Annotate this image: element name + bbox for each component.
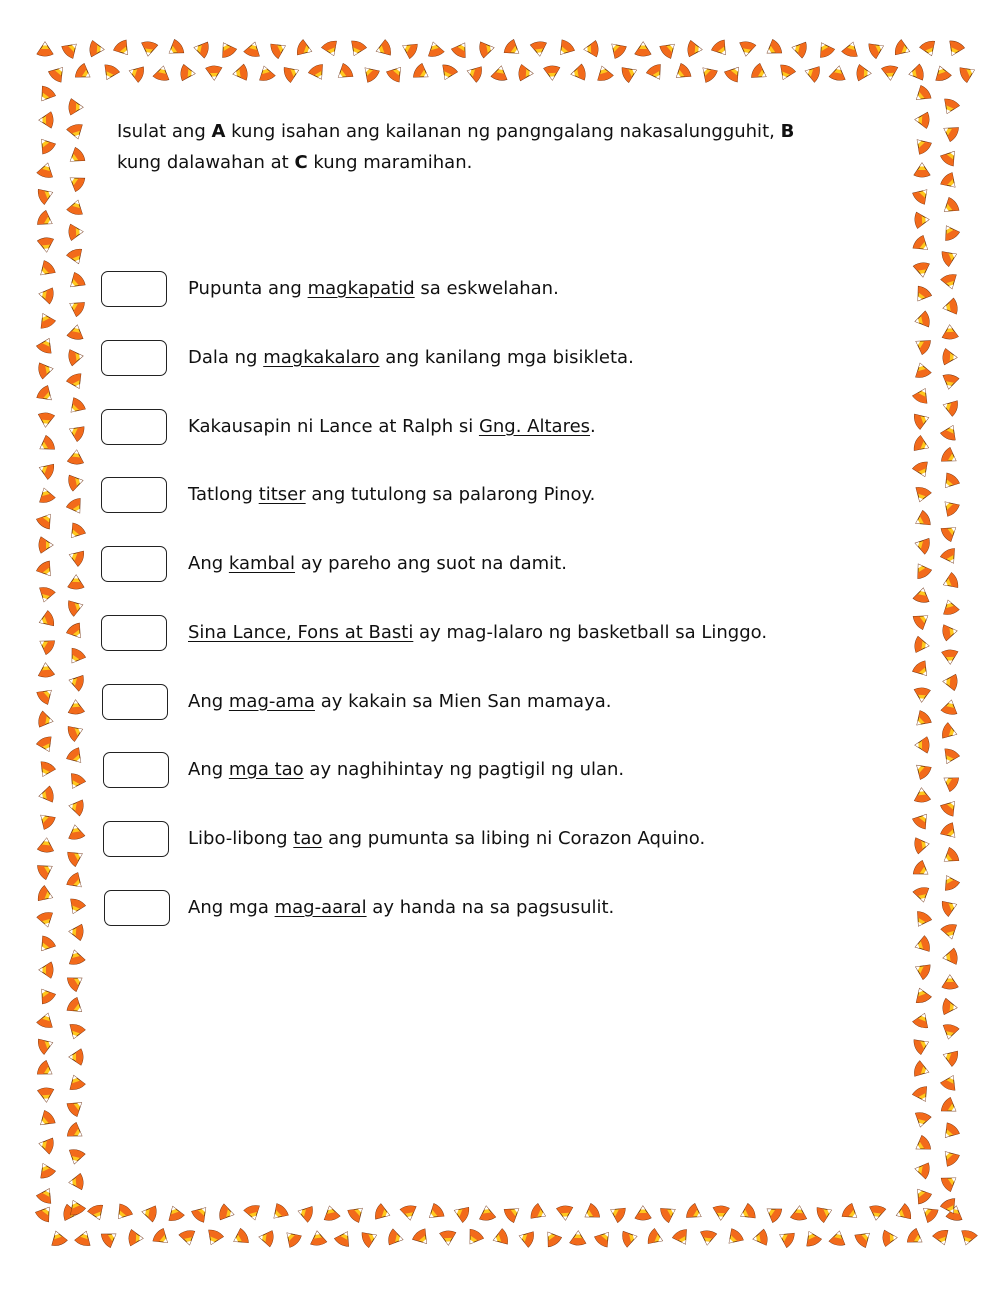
question-sentence-10: Ang mga mag-aaral ay handa na sa pagsusulit. <box>188 897 615 918</box>
candy-corn-icon <box>941 1023 960 1040</box>
candy-corn-icon <box>35 384 56 405</box>
candy-corn-icon <box>906 1227 926 1248</box>
candy-corn-icon <box>912 986 932 1005</box>
candy-corn-icon <box>269 39 289 60</box>
candy-corn-icon <box>66 1096 87 1117</box>
candy-corn-icon <box>35 85 56 106</box>
candy-corn-icon <box>60 38 81 59</box>
candy-corn-icon <box>68 1173 83 1190</box>
candy-corn-icon <box>915 737 929 753</box>
candy-corn-icon <box>100 63 121 83</box>
candy-corn-icon <box>939 1146 960 1167</box>
candy-corn-icon <box>530 41 548 57</box>
candy-corn-icon <box>374 1203 392 1223</box>
underlined-noun: mag-aaral <box>274 897 367 918</box>
candy-corn-icon <box>911 1185 932 1206</box>
candy-corn-icon <box>192 40 209 59</box>
answer-box-3[interactable] <box>101 409 167 445</box>
candy-corn-icon <box>841 40 860 58</box>
candy-corn-icon <box>940 1096 961 1117</box>
underlined-noun: magkapatid <box>307 278 415 299</box>
candy-corn-icon <box>141 1204 158 1222</box>
candy-corn-icon <box>912 1085 933 1105</box>
candy-corn-icon <box>913 935 931 954</box>
question-sentence-9: Libo-libong tao ang pumunta sa libing ni Corazon Aquino. <box>188 828 706 849</box>
candy-corn-icon <box>911 184 932 205</box>
candy-corn-icon <box>940 872 961 892</box>
candy-corn-icon <box>258 1229 274 1247</box>
candy-corn-icon <box>36 161 55 179</box>
candy-corn-icon <box>697 62 718 83</box>
candy-corn-icon <box>635 1206 651 1220</box>
candy-corn-icon <box>942 998 958 1015</box>
candy-corn-icon <box>243 1204 262 1222</box>
candy-corn-icon <box>491 1228 509 1248</box>
candy-corn-icon <box>882 1230 897 1247</box>
candy-corn-icon <box>913 1060 931 1080</box>
candy-corn-icon <box>815 39 836 59</box>
candy-corn-icon <box>334 62 355 83</box>
candy-corn-icon <box>659 1203 679 1224</box>
candy-corn-icon <box>37 185 56 205</box>
underlined-noun: kambal <box>228 553 296 574</box>
candy-corn-icon <box>74 1229 94 1247</box>
candy-corn-icon <box>518 65 533 82</box>
candy-corn-icon <box>66 1023 86 1041</box>
candy-corn-icon <box>65 522 86 543</box>
candy-corn-icon <box>570 64 587 82</box>
candy-corn-icon <box>790 1205 807 1220</box>
candy-corn-icon <box>713 1206 729 1221</box>
answer-box-9[interactable] <box>103 821 169 857</box>
candy-corn-icon <box>232 64 248 82</box>
candy-corn-icon <box>400 1205 418 1222</box>
candy-corn-icon <box>217 39 238 59</box>
candy-corn-icon <box>35 985 56 1006</box>
candy-corn-icon <box>941 1047 960 1067</box>
candy-corn-icon <box>334 1228 355 1248</box>
candy-corn-icon <box>607 1203 627 1224</box>
candy-corn-icon <box>752 1229 768 1247</box>
candy-corn-icon <box>36 1011 55 1029</box>
candy-corn-icon <box>940 196 961 217</box>
candy-corn-icon <box>941 722 959 742</box>
candy-corn-icon <box>296 1203 314 1222</box>
candy-corn-icon <box>738 41 756 57</box>
question-item-6 <box>0 615 1000 655</box>
candy-corn-icon <box>399 39 419 60</box>
candy-corn-icon <box>942 948 958 966</box>
candy-corn-icon <box>34 1203 55 1224</box>
candy-corn-icon <box>699 1230 717 1246</box>
candy-corn-icon <box>308 63 329 83</box>
candy-corn-icon <box>190 1202 211 1223</box>
candy-corn-icon <box>66 1073 86 1091</box>
candy-corn-icon <box>687 40 702 57</box>
candy-corn-icon <box>606 38 627 59</box>
candy-corn-icon <box>359 62 380 83</box>
underlined-noun: mag-ama <box>228 691 315 712</box>
candy-corn-icon <box>914 1161 931 1179</box>
answer-box-5[interactable] <box>101 546 167 582</box>
underlined-noun: tao <box>293 828 323 849</box>
candy-corn-icon <box>68 798 85 816</box>
candy-corn-icon <box>776 63 796 82</box>
instructions-text: Isulat ang A kung isahan ang kailanan ng pangngalang nakasalungguhit, B kung dalawahan at C kung maramihan. <box>117 121 795 173</box>
candy-corn-icon <box>912 385 933 405</box>
candy-corn-icon <box>913 1111 932 1128</box>
candy-corn-icon <box>815 1203 834 1223</box>
candy-corn-icon <box>36 1059 56 1080</box>
candy-corn-icon <box>829 1229 848 1246</box>
candy-corn-icon <box>939 171 960 192</box>
candy-corn-icon <box>346 1202 367 1223</box>
candy-corn-icon <box>37 42 53 56</box>
candy-corn-icon <box>204 1228 224 1247</box>
candy-corn-icon <box>894 1203 913 1223</box>
candy-corn-icon <box>463 1228 484 1249</box>
candy-corn-icon <box>958 1229 977 1247</box>
candy-corn-icon <box>180 64 195 81</box>
candy-corn-icon <box>940 598 959 616</box>
candy-corn-icon <box>479 40 496 58</box>
candy-corn-icon <box>529 1203 548 1223</box>
candy-corn-icon <box>942 975 958 989</box>
candy-corn-icon <box>646 63 667 83</box>
answer-box-7[interactable] <box>102 684 168 720</box>
candy-corn-icon <box>67 1148 86 1165</box>
candy-corn-icon <box>710 39 731 60</box>
candy-corn-icon <box>914 212 929 229</box>
answer-box-2[interactable] <box>101 340 167 376</box>
candy-corn-icon <box>914 163 930 177</box>
candy-corn-icon <box>853 1227 874 1248</box>
candy-corn-icon <box>581 1202 601 1223</box>
question-sentence-5: Ang kambal ay pareho ang suot na damit. <box>188 553 567 574</box>
candy-corn-icon <box>803 63 821 82</box>
candy-corn-icon <box>932 64 952 82</box>
candy-corn-icon <box>36 1185 57 1205</box>
candy-corn-icon <box>66 146 87 167</box>
candy-corn-icon <box>412 63 432 84</box>
candy-corn-icon <box>913 587 931 604</box>
underlined-noun: titser <box>258 484 306 505</box>
question-sentence-1: Pupunta ang magkapatid sa eskwelahan. <box>188 278 559 299</box>
candy-corn-icon <box>151 1227 172 1248</box>
candy-corn-icon <box>452 1203 471 1223</box>
candy-corn-icon <box>129 1230 144 1247</box>
candy-corn-icon <box>69 99 84 115</box>
candy-corn-icon <box>268 1202 289 1223</box>
candy-corn-icon <box>593 1228 614 1249</box>
underlined-noun: mga tao <box>228 759 304 780</box>
candy-corn-icon <box>912 1035 931 1055</box>
candy-corn-icon <box>360 1228 379 1248</box>
candy-corn-icon <box>672 1228 693 1248</box>
candy-corn-icon <box>37 1136 54 1155</box>
candy-corn-icon <box>36 586 55 604</box>
candy-corn-icon <box>35 135 56 156</box>
candy-corn-icon <box>37 237 54 253</box>
candy-corn-icon <box>958 63 977 83</box>
candy-corn-icon <box>829 65 847 82</box>
candy-corn-icon <box>411 1227 432 1248</box>
candy-corn-icon <box>912 234 933 255</box>
candy-corn-icon <box>322 1204 341 1221</box>
question-sentence-3: Kakausapin ni Lance at Ralph si Gng. Altares. <box>188 416 596 437</box>
candy-corn-icon <box>620 63 639 83</box>
candy-corn-icon <box>218 1204 235 1223</box>
candy-corn-icon <box>153 64 172 81</box>
candy-corn-icon <box>940 97 960 116</box>
candy-corn-icon <box>36 210 56 231</box>
candy-corn-icon <box>914 112 929 129</box>
candy-corn-icon <box>36 860 56 881</box>
candy-corn-icon <box>39 962 53 978</box>
answer-box-4[interactable] <box>101 477 167 513</box>
candy-corn-icon <box>347 39 367 58</box>
candy-corn-icon <box>919 40 939 59</box>
candy-corn-icon <box>69 224 84 241</box>
candy-corn-icon <box>296 39 315 59</box>
candy-corn-icon <box>541 1228 562 1249</box>
candy-corn-icon <box>37 1035 56 1055</box>
candy-corn-icon <box>425 1202 446 1223</box>
candy-corn-icon <box>763 38 784 59</box>
candy-corn-icon <box>912 1134 932 1155</box>
candy-corn-icon <box>584 41 599 58</box>
candy-corn-icon <box>374 39 392 59</box>
candy-corn-icon <box>918 1202 939 1223</box>
candy-corn-icon <box>790 40 807 59</box>
candy-corn-icon <box>66 722 85 742</box>
question-sentence-8: Ang mga tao ay naghihintay ng pagtigil ng ulan. <box>188 759 625 780</box>
candy-corn-icon <box>750 63 770 84</box>
candy-corn-icon <box>36 1160 56 1179</box>
candy-corn-icon <box>737 1203 757 1224</box>
question-item-8 <box>0 752 1000 792</box>
question-item-4 <box>0 477 1000 517</box>
candy-corn-icon <box>66 996 87 1017</box>
candy-corn-icon <box>67 449 84 465</box>
candy-corn-icon <box>66 248 86 267</box>
candy-corn-icon <box>912 859 933 880</box>
candy-corn-icon <box>66 1121 86 1142</box>
candy-corn-icon <box>503 1202 524 1223</box>
candy-corn-icon <box>939 147 960 168</box>
candy-corn-icon <box>179 1229 198 1246</box>
candy-corn-icon <box>38 1087 55 1102</box>
candy-corn-icon <box>206 66 222 81</box>
candy-corn-icon <box>867 39 887 60</box>
candy-corn-icon <box>776 1228 796 1249</box>
candy-corn-icon <box>69 1049 83 1065</box>
candy-corn-icon <box>570 1231 586 1246</box>
candy-corn-icon <box>912 1011 932 1030</box>
candy-corn-icon <box>100 1227 121 1248</box>
candy-corn-icon <box>321 39 341 58</box>
candy-corn-icon <box>127 63 145 83</box>
candy-corn-icon <box>517 1228 535 1248</box>
candy-corn-icon <box>165 1204 185 1222</box>
answer-box-8[interactable] <box>103 752 169 788</box>
candy-corn-icon <box>491 65 509 82</box>
candy-corn-icon <box>440 1231 457 1246</box>
candy-corn-icon <box>35 1109 56 1130</box>
candy-corn-icon <box>868 1205 886 1221</box>
question-sentence-6: Sina Lance, Fons at Basti ay mag-lalaro ng basketball sa Linggo. <box>188 622 768 643</box>
question-item-3 <box>0 409 1000 449</box>
answer-box-1[interactable] <box>101 271 167 307</box>
candy-corn-icon <box>36 310 57 330</box>
candy-corn-icon <box>940 521 961 542</box>
candy-corn-icon <box>945 39 965 58</box>
candy-corn-icon <box>940 222 961 242</box>
candy-corn-icon <box>685 1203 705 1224</box>
candy-corn-icon <box>503 38 524 59</box>
question-item-5 <box>0 546 1000 586</box>
candy-corn-icon <box>940 1171 961 1192</box>
candy-corn-icon <box>67 597 85 617</box>
candy-corn-icon <box>594 64 613 82</box>
candy-corn-icon <box>39 112 53 128</box>
candy-corn-icon <box>37 662 54 677</box>
candy-corn-icon <box>940 247 959 267</box>
question-item-10 <box>0 890 1000 930</box>
candy-corn-icon <box>763 1202 784 1223</box>
question-sentence-2: Dala ng magkakalaro ang kanilang mga bisikleta. <box>188 347 634 368</box>
candy-corn-icon <box>932 1229 952 1248</box>
candy-corn-icon <box>912 84 933 105</box>
candy-corn-icon <box>939 1121 960 1142</box>
candy-corn-icon <box>940 122 960 143</box>
underlined-noun: Gng. Altares <box>478 416 591 437</box>
candy-corn-icon <box>256 64 275 82</box>
candy-corn-icon <box>635 42 651 56</box>
candy-corn-icon <box>913 311 930 330</box>
candy-corn-icon <box>544 66 561 81</box>
candy-corn-icon <box>112 1203 133 1224</box>
candy-corn-icon <box>478 1205 496 1221</box>
candy-corn-icon <box>48 1229 68 1247</box>
candy-corn-icon <box>554 38 575 59</box>
candy-corn-icon <box>165 38 186 59</box>
question-sentence-4: Tatlong titser ang tutulong sa palarong Pinoy. <box>188 484 596 505</box>
candy-corn-icon <box>658 38 679 59</box>
candy-corn-icon <box>67 948 86 965</box>
question-item-2 <box>0 340 1000 380</box>
candy-corn-icon <box>802 1228 822 1247</box>
candy-corn-icon <box>841 1202 862 1223</box>
candy-corn-icon <box>66 198 85 216</box>
candy-corn-icon <box>387 1229 404 1248</box>
candy-corn-icon <box>882 65 899 80</box>
answer-box-6[interactable] <box>101 615 167 651</box>
question-item-7 <box>0 684 1000 724</box>
candy-corn-icon <box>87 1204 107 1223</box>
candy-corn-icon <box>67 324 85 341</box>
underlined-noun: magkakalaro <box>263 347 380 368</box>
candy-corn-icon <box>140 41 158 57</box>
candy-corn-icon <box>723 63 744 84</box>
candy-corn-icon <box>557 1205 574 1220</box>
candy-corn-icon <box>723 1227 744 1248</box>
candy-corn-icon <box>857 65 872 82</box>
candy-corn-icon <box>451 39 472 59</box>
candy-corn-icon <box>621 1229 638 1248</box>
candy-corn-icon <box>911 134 932 155</box>
candy-corn-icon <box>47 62 68 83</box>
candy-corn-icon <box>89 41 104 58</box>
candy-corn-icon <box>230 1228 250 1249</box>
candy-corn-icon <box>66 171 87 192</box>
question-item-9 <box>0 821 1000 861</box>
candy-corn-icon <box>940 1072 961 1092</box>
candy-corn-icon <box>894 39 913 59</box>
candy-corn-icon <box>243 40 262 58</box>
candy-corn-icon <box>646 1228 665 1248</box>
candy-corn-icon <box>942 325 959 340</box>
candy-corn-icon <box>911 659 932 680</box>
candy-corn-icon <box>66 123 85 141</box>
candy-corn-icon <box>74 62 94 83</box>
answer-box-10[interactable] <box>104 890 170 926</box>
candy-corn-icon <box>282 63 301 83</box>
candy-corn-icon <box>66 971 86 992</box>
candy-corn-icon <box>438 63 458 82</box>
question-item-1 <box>0 271 1000 311</box>
candy-corn-icon <box>912 960 932 981</box>
underlined-noun: Sina Lance, Fons at Basti <box>188 622 414 643</box>
question-sentence-7: Ang mag-ama ay kakain sa Mien San mamaya. <box>188 691 612 712</box>
candy-corn-icon <box>112 39 133 60</box>
candy-corn-icon <box>940 447 960 468</box>
candy-corn-icon <box>425 40 444 58</box>
candy-corn-icon <box>309 1230 327 1246</box>
candy-corn-icon <box>672 62 693 83</box>
candy-corn-icon <box>35 935 56 956</box>
candy-corn-icon <box>465 63 483 83</box>
candy-corn-icon <box>908 64 925 82</box>
candy-corn-icon <box>281 1227 302 1248</box>
candy-corn-icon <box>385 63 406 84</box>
candy-corn-icon <box>939 796 960 817</box>
